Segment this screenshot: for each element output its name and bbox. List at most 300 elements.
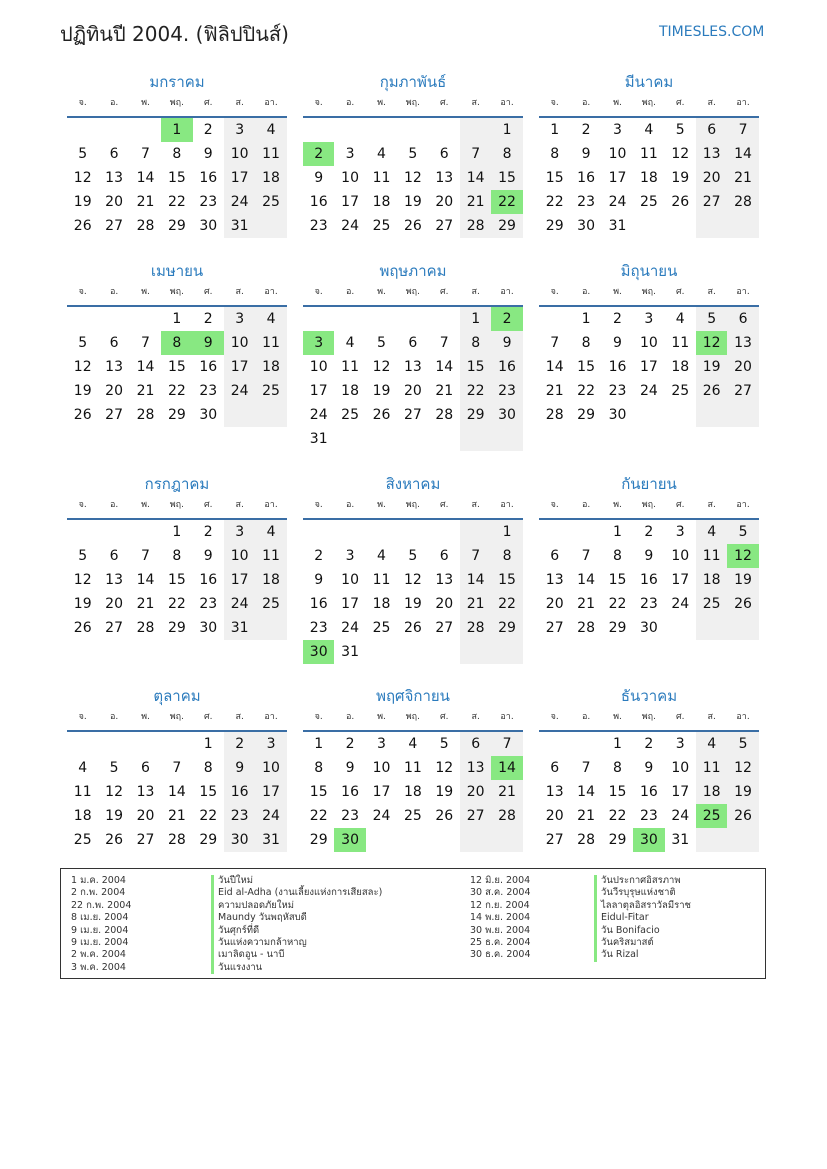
- holiday-name: วัน Rizal: [594, 949, 639, 962]
- weekday-header: [303, 708, 523, 732]
- weekday-label: ส.: [707, 98, 716, 108]
- holiday-name: วันแห่งความกล้าหาญ: [211, 937, 307, 950]
- week-row: [67, 780, 287, 804]
- weekday-label: อา.: [736, 287, 750, 297]
- day-cell: 25: [696, 592, 727, 616]
- day-cell: 20: [545, 596, 564, 612]
- empty-cell: [429, 520, 460, 544]
- week-row: [539, 190, 759, 214]
- week-row: [539, 828, 759, 852]
- weekday-label: พฤ.: [641, 500, 656, 510]
- day-cell: 22: [199, 808, 218, 824]
- day-cell: 30: [199, 407, 218, 423]
- weekday-label: จ.: [78, 500, 87, 510]
- weekday-header: [67, 283, 287, 307]
- day-cell: 8: [613, 548, 622, 564]
- day-cell: 27: [696, 190, 727, 214]
- day-cell: 23: [309, 620, 328, 636]
- day-cell: 18: [73, 808, 92, 824]
- week-row: [539, 379, 759, 403]
- day-cell: 23: [639, 596, 658, 612]
- day-cell: 20: [105, 383, 123, 399]
- day-cell: 29: [608, 832, 627, 848]
- day-cell: 17: [608, 170, 627, 186]
- weekday-label: จ.: [314, 98, 323, 108]
- empty-cell: [570, 732, 601, 756]
- day-cell: 17: [639, 359, 658, 375]
- weekday-label: พฤ.: [641, 287, 656, 297]
- week-row: [67, 568, 287, 592]
- day-cell: 1: [203, 736, 213, 752]
- weekday-label: ศ.: [439, 98, 449, 108]
- day-cell: 24: [255, 804, 286, 828]
- day-cell: 25: [255, 592, 286, 616]
- day-cell: 20: [435, 596, 454, 612]
- weekday-label: พ.: [613, 98, 622, 108]
- week-row: [303, 403, 523, 427]
- day-cell: 18: [696, 568, 727, 592]
- day-cell: 16: [491, 355, 522, 379]
- weekday-label: อ.: [581, 287, 591, 297]
- day-cell: 13: [460, 756, 491, 780]
- day-cell: 24: [309, 407, 328, 423]
- empty-cell: [334, 520, 365, 544]
- week-row: [539, 732, 759, 756]
- holiday-date: 22 ก.พ. 2004: [71, 899, 132, 911]
- day-cell: 3: [675, 736, 685, 752]
- day-cell: 27: [727, 379, 758, 403]
- day-cell: 16: [199, 170, 218, 186]
- day-cell: 16: [577, 170, 595, 186]
- day-cell: 1: [491, 520, 522, 544]
- day-cell: 6: [109, 335, 119, 351]
- weekday-label: อ.: [581, 98, 591, 108]
- day-cell: 10: [608, 146, 627, 162]
- weekday-label: ส.: [235, 287, 244, 297]
- day-cell: 21: [727, 166, 758, 190]
- day-cell: 28: [435, 407, 454, 423]
- week-row: [303, 568, 523, 592]
- day-cell: 14: [167, 784, 186, 800]
- day-cell: 13: [403, 359, 422, 375]
- empty-cell: [224, 403, 255, 427]
- day-cell: 29: [460, 403, 491, 427]
- day-cell: 1: [161, 118, 192, 142]
- page-title: ปฏิทินปี 2004. (ฟิลิปปินส์): [60, 22, 289, 46]
- empty-cell: [727, 214, 758, 238]
- day-cell: 15: [577, 359, 595, 375]
- day-cell: 3: [644, 311, 654, 327]
- day-cell: 12: [73, 572, 92, 588]
- weekday-label: ส.: [235, 500, 244, 510]
- empty-cell: [98, 307, 129, 331]
- day-cell: 14: [727, 142, 758, 166]
- day-cell: 4: [696, 520, 727, 544]
- day-cell: 2: [345, 736, 355, 752]
- day-cell: 23: [577, 194, 595, 210]
- weekday-label: อ.: [581, 712, 591, 722]
- holiday-date: 2 พ.ค. 2004: [71, 949, 126, 961]
- day-cell: 27: [105, 218, 123, 234]
- weekday-label: พฤ.: [169, 712, 184, 722]
- day-cell: 8: [460, 331, 491, 355]
- week-row: [303, 756, 523, 780]
- weekday-header: [303, 94, 523, 118]
- weekday-label: ส.: [707, 287, 716, 297]
- day-cell: 17: [341, 596, 359, 612]
- weekday-label: พ.: [141, 98, 150, 108]
- weekday-label: อ.: [109, 500, 119, 510]
- day-cell: 10: [341, 170, 359, 186]
- day-cell: 22: [491, 190, 522, 214]
- weekday-label: ศ.: [439, 287, 449, 297]
- day-cell: 7: [550, 335, 560, 351]
- day-cell: 9: [581, 146, 591, 162]
- day-cell: 9: [224, 756, 255, 780]
- week-row: [539, 780, 759, 804]
- day-cell: 8: [581, 335, 591, 351]
- weekday-label: ส.: [471, 98, 480, 108]
- weekday-label: อ.: [345, 500, 355, 510]
- day-cell: 9: [644, 548, 654, 564]
- day-cell: 30: [199, 620, 218, 636]
- day-cell: 27: [435, 620, 454, 636]
- week-row: [303, 427, 523, 451]
- day-cell: 5: [675, 122, 685, 138]
- day-cell: 26: [696, 379, 727, 403]
- day-cell: 13: [435, 572, 454, 588]
- day-cell: 25: [255, 379, 286, 403]
- day-cell: 5: [408, 548, 418, 564]
- day-cell: 11: [73, 784, 92, 800]
- day-cell: 24: [224, 592, 255, 616]
- day-cell: 17: [341, 194, 359, 210]
- day-cell: 11: [403, 760, 422, 776]
- day-cell: 28: [136, 407, 155, 423]
- day-cell: 8: [491, 544, 522, 568]
- day-cell: 10: [224, 142, 255, 166]
- week-row: [303, 780, 523, 804]
- day-cell: 14: [460, 166, 491, 190]
- week-row: [67, 804, 287, 828]
- weekday-label: พ.: [377, 712, 386, 722]
- day-cell: 14: [435, 359, 454, 375]
- day-cell: 24: [608, 194, 627, 210]
- day-cell: 2: [613, 311, 622, 327]
- weekday-label: พ.: [141, 712, 150, 722]
- weekday-label: อา.: [264, 98, 278, 108]
- brand-link[interactable]: TIMESLES.COM: [659, 24, 765, 40]
- day-cell: 13: [105, 572, 123, 588]
- weekday-label: อา.: [736, 98, 750, 108]
- day-cell: 23: [309, 218, 328, 234]
- day-cell: 12: [105, 784, 123, 800]
- weekday-label: อ.: [109, 287, 119, 297]
- month-name: มกราคม: [149, 73, 205, 91]
- day-cell: 16: [639, 784, 658, 800]
- day-cell: 21: [435, 383, 454, 399]
- day-cell: 25: [639, 194, 658, 210]
- day-cell: 30: [491, 403, 522, 427]
- holiday-date: 12 ก.ย. 2004: [470, 899, 530, 911]
- day-cell: 2: [491, 307, 522, 331]
- empty-cell: [460, 427, 491, 451]
- day-cell: 15: [491, 568, 522, 592]
- day-cell: 10: [255, 756, 286, 780]
- empty-cell: [429, 427, 460, 451]
- day-cell: 25: [73, 832, 92, 848]
- day-cell: 5: [696, 307, 727, 331]
- weekday-label: อา.: [264, 500, 278, 510]
- day-cell: 28: [167, 832, 186, 848]
- holiday-name: วันปีใหม่: [211, 875, 253, 888]
- holiday-date: 14 พ.ย. 2004: [470, 912, 531, 924]
- day-cell: 11: [639, 146, 658, 162]
- week-row: [539, 214, 759, 238]
- day-cell: 1: [172, 524, 182, 540]
- day-cell: 21: [577, 596, 595, 612]
- day-cell: 24: [341, 218, 359, 234]
- day-cell: 26: [403, 620, 422, 636]
- day-cell: 12: [403, 572, 422, 588]
- day-cell: 3: [613, 122, 622, 138]
- week-row: [67, 190, 287, 214]
- day-cell: 17: [224, 355, 255, 379]
- day-cell: 29: [577, 407, 595, 423]
- day-cell: 16: [309, 194, 328, 210]
- month-name: ธันวาคม: [620, 687, 678, 705]
- day-cell: 28: [577, 832, 595, 848]
- day-cell: 14: [577, 784, 595, 800]
- empty-cell: [570, 520, 601, 544]
- empty-cell: [696, 214, 727, 238]
- day-cell: 1: [460, 307, 491, 331]
- month-block: [539, 472, 759, 640]
- week-row: [303, 118, 523, 142]
- day-cell: 20: [105, 194, 123, 210]
- day-cell: 9: [314, 572, 324, 588]
- day-cell: 8: [172, 548, 182, 564]
- empty-cell: [366, 520, 397, 544]
- week-row: [303, 520, 523, 544]
- day-cell: 28: [577, 620, 595, 636]
- holiday-date: 9 เม.ย. 2004: [71, 924, 129, 936]
- month-name: พฤศจิกายน: [376, 687, 450, 705]
- day-cell: 29: [167, 407, 186, 423]
- day-cell: 5: [439, 736, 449, 752]
- day-cell: 18: [403, 784, 422, 800]
- day-cell: 9: [613, 335, 622, 351]
- day-cell: 30: [633, 828, 664, 852]
- day-cell: 25: [403, 808, 422, 824]
- week-row: [67, 616, 287, 640]
- empty-cell: [491, 828, 522, 852]
- week-row: [539, 307, 759, 331]
- day-cell: 11: [696, 544, 727, 568]
- week-row: [67, 732, 287, 756]
- day-cell: 29: [167, 620, 186, 636]
- empty-cell: [696, 403, 727, 427]
- holiday-date: 30 ธ.ค. 2004: [470, 949, 531, 961]
- day-cell: 8: [314, 760, 324, 776]
- day-cell: 1: [581, 311, 591, 327]
- day-cell: 2: [203, 311, 213, 327]
- day-cell: 9: [203, 146, 213, 162]
- weekday-label: อา.: [500, 500, 514, 510]
- day-cell: 7: [439, 335, 449, 351]
- weekday-label: ศ.: [675, 500, 685, 510]
- day-cell: 22: [167, 383, 186, 399]
- empty-cell: [665, 214, 696, 238]
- day-cell: 25: [696, 804, 727, 828]
- day-cell: 18: [255, 568, 286, 592]
- day-cell: 22: [608, 808, 627, 824]
- day-cell: 21: [167, 808, 186, 824]
- day-cell: 16: [341, 784, 359, 800]
- weekday-label: ส.: [707, 500, 716, 510]
- day-cell: 24: [671, 808, 690, 824]
- day-cell: 28: [136, 620, 155, 636]
- week-row: [303, 804, 523, 828]
- day-cell: 20: [136, 808, 155, 824]
- day-cell: 26: [73, 620, 92, 636]
- week-row: [539, 544, 759, 568]
- empty-cell: [665, 616, 696, 640]
- day-cell: 5: [78, 548, 88, 564]
- day-cell: 17: [671, 784, 690, 800]
- day-cell: 20: [435, 194, 454, 210]
- day-cell: 28: [460, 616, 491, 640]
- empty-cell: [429, 640, 460, 664]
- empty-cell: [460, 828, 491, 852]
- empty-cell: [98, 520, 129, 544]
- day-cell: 4: [696, 732, 727, 756]
- day-cell: 1: [491, 118, 522, 142]
- weekday-label: พ.: [613, 500, 622, 510]
- day-cell: 13: [545, 572, 564, 588]
- day-cell: 19: [696, 355, 727, 379]
- weekday-label: ส.: [707, 712, 716, 722]
- day-cell: 15: [167, 170, 186, 186]
- day-cell: 21: [136, 596, 155, 612]
- day-cell: 29: [309, 832, 328, 848]
- day-cell: 23: [639, 808, 658, 824]
- holiday-date: 2 ก.พ. 2004: [71, 887, 126, 899]
- month-block: [67, 684, 287, 852]
- month-block: [303, 684, 523, 852]
- day-cell: 19: [727, 568, 758, 592]
- day-cell: 31: [224, 616, 255, 640]
- day-cell: 13: [105, 170, 123, 186]
- week-row: [539, 166, 759, 190]
- empty-cell: [665, 403, 696, 427]
- day-cell: 9: [193, 331, 224, 355]
- day-cell: 5: [78, 146, 88, 162]
- empty-cell: [727, 403, 758, 427]
- day-cell: 1: [613, 736, 622, 752]
- day-cell: 12: [696, 331, 727, 355]
- day-cell: 16: [224, 780, 255, 804]
- day-cell: 2: [224, 732, 255, 756]
- day-cell: 24: [372, 808, 391, 824]
- weekday-header: [67, 496, 287, 520]
- day-cell: 4: [377, 146, 386, 162]
- weekday-label: อ.: [345, 712, 355, 722]
- week-row: [303, 544, 523, 568]
- day-cell: 26: [727, 592, 758, 616]
- day-cell: 21: [545, 383, 564, 399]
- empty-cell: [98, 732, 129, 756]
- empty-cell: [397, 307, 428, 331]
- day-cell: 30: [303, 640, 334, 664]
- day-cell: 14: [545, 359, 564, 375]
- weekday-label: อา.: [264, 712, 278, 722]
- day-cell: 4: [377, 548, 386, 564]
- day-cell: 11: [255, 331, 286, 355]
- day-cell: 3: [224, 118, 255, 142]
- day-cell: 15: [167, 359, 186, 375]
- day-cell: 11: [372, 170, 391, 186]
- day-cell: 13: [545, 784, 564, 800]
- holiday-name: Eid al-Adha (งานเลี้ยงแห่งการเสียสละ): [211, 887, 382, 900]
- day-cell: 23: [199, 596, 218, 612]
- day-cell: 30: [639, 620, 658, 636]
- weekday-label: จ.: [78, 98, 87, 108]
- weekday-label: ศ.: [203, 98, 213, 108]
- weekday-header: [303, 283, 523, 307]
- weekday-label: อา.: [736, 500, 750, 510]
- day-cell: 16: [199, 359, 218, 375]
- day-cell: 6: [696, 118, 727, 142]
- day-cell: 21: [460, 190, 491, 214]
- weekday-header: [539, 708, 759, 732]
- day-cell: 6: [408, 335, 418, 351]
- day-cell: 7: [460, 544, 491, 568]
- day-cell: 13: [435, 170, 454, 186]
- week-row: [303, 640, 523, 664]
- empty-cell: [67, 307, 98, 331]
- empty-cell: [161, 732, 192, 756]
- weekday-label: ศ.: [675, 98, 685, 108]
- day-cell: 5: [78, 335, 88, 351]
- holiday-name: วันศุกร์ที่ดี: [211, 925, 259, 938]
- weekday-label: จ.: [550, 712, 559, 722]
- day-cell: 25: [372, 620, 391, 636]
- week-row: [67, 756, 287, 780]
- empty-cell: [334, 307, 365, 331]
- week-row: [67, 379, 287, 403]
- day-cell: 9: [345, 760, 355, 776]
- day-cell: 30: [577, 218, 595, 234]
- day-cell: 18: [341, 383, 359, 399]
- week-row: [303, 166, 523, 190]
- day-cell: 27: [403, 407, 422, 423]
- day-cell: 24: [341, 620, 359, 636]
- week-row: [303, 331, 523, 355]
- weekday-label: ศ.: [439, 500, 449, 510]
- holiday-date: 8 เม.ย. 2004: [71, 912, 129, 924]
- day-cell: 6: [460, 732, 491, 756]
- weekday-label: พฤ.: [169, 287, 184, 297]
- empty-cell: [460, 640, 491, 664]
- day-cell: 6: [109, 146, 119, 162]
- week-row: [539, 520, 759, 544]
- weekday-label: พฤ.: [641, 98, 656, 108]
- empty-cell: [366, 307, 397, 331]
- day-cell: 23: [224, 804, 255, 828]
- weekday-label: จ.: [78, 712, 87, 722]
- day-cell: 14: [460, 568, 491, 592]
